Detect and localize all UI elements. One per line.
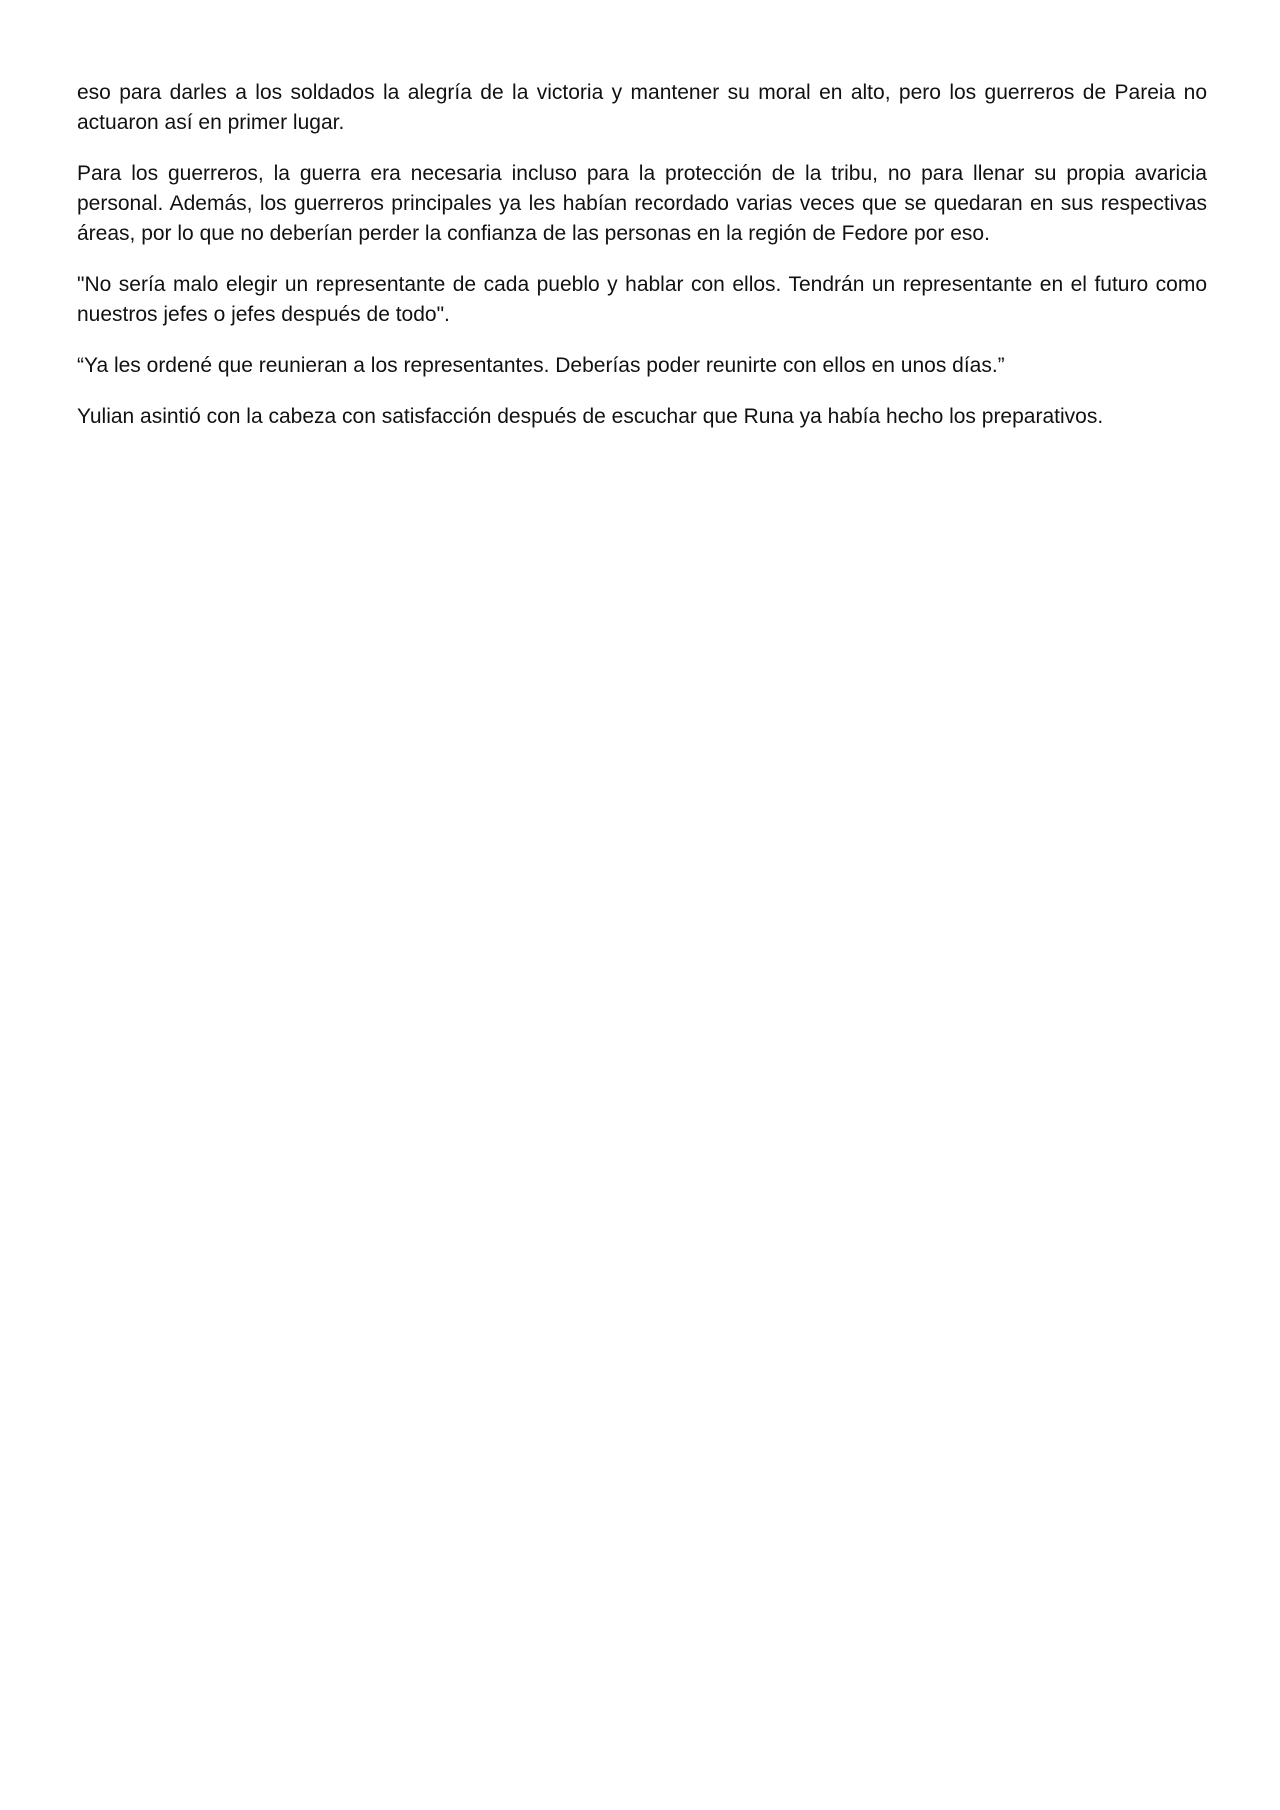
- paragraph: “Ya les ordené que reunieran a los representantes. Deberías poder reunirte con ellos en unos días.”: [77, 354, 1005, 377]
- paragraph: Yulian asintió con la cabeza con satisfacción después de escuchar que Runa ya había hecho los preparativos.: [77, 405, 1104, 428]
- document-body: [77, 78, 1207, 453]
- paragraph: "No sería malo elegir un representante de cada pueblo y hablar con ellos. Tendrán un representante en el futuro como nuestros jefes o jefes después de todo".: [77, 273, 1207, 326]
- paragraph: Para los guerreros, la guerra era necesaria incluso para la protección de la tribu, no para llenar su propia avaricia personal. Además, los guerreros principales ya les habían recordado varias veces que se quedaran en sus respectivas áreas, por lo que no deberían perder la confianza de las personas en la región de Fedore por eso.: [77, 162, 1207, 245]
- paragraph: eso para darles a los soldados la alegría de la victoria y mantener su moral en alto, pero los guerreros de Pareia no actuaron así en primer lugar.: [77, 81, 1207, 134]
